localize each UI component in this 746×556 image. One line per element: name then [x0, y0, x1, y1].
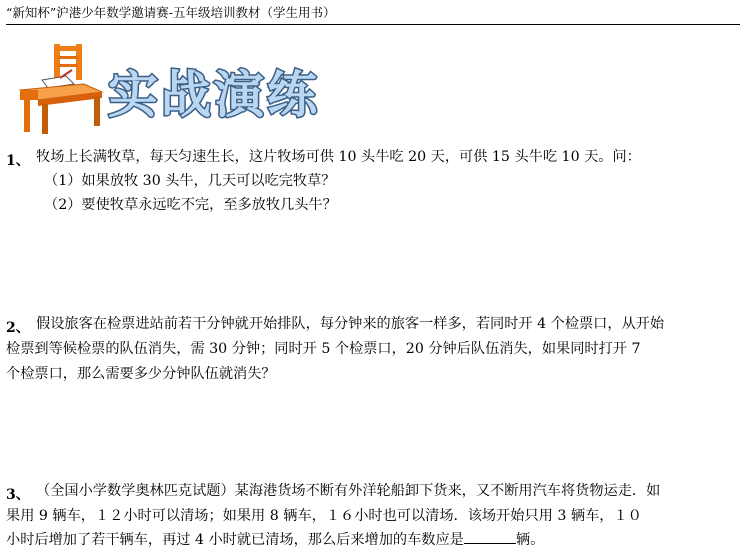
- desk-chair-icon: [14, 40, 114, 134]
- banner-title: 实战演练: [108, 66, 320, 124]
- problem-3-line-3-end: 辆。: [515, 532, 545, 548]
- page-header: [6, 4, 740, 25]
- problem-3-number: 3、: [6, 487, 30, 503]
- problem-1-number: 1、: [6, 153, 30, 169]
- problem-3-line-3-text: 小时后增加了若干辆车，再过 4 小时就已清场，那么后来增加的车数应是: [6, 532, 464, 548]
- practice-banner: [14, 40, 344, 134]
- problem-3-line-2: 果用 9 辆车，１２小时可以清场；如果用 8 辆车，１６小时也可以清场．该场开始只用 3 辆车，１０: [6, 508, 642, 524]
- problem-1-line-3: （2）要使牧草永远吃不完，至多放牧几头牛？: [44, 197, 337, 213]
- problem-3-line-1: （全国小学数学奥林匹克试题）某海港货场不断有外洋轮船卸下货来，又不断用汽车将货物运走．如: [36, 483, 661, 499]
- problem-2-line-3: 个检票口，那么需要多少分钟队伍就消失？: [6, 366, 276, 382]
- problem-1-line-2: （1）如果放牧 30 头牛，几天可以吃完牧草？: [44, 173, 336, 189]
- problem-3-line-3: [6, 527, 544, 554]
- answer-blank: [464, 529, 516, 544]
- banner-title-graphic: [106, 40, 346, 134]
- problem-1-line-1: 牧场上长满牧草，每天匀速生长，这片牧场可供 10 头牛吃 20 天，可供 15 头牛吃 10 天。问：: [36, 149, 641, 165]
- problem-2-number: 2、: [6, 320, 30, 336]
- problem-2-line-2: 检票到等候检票的队伍消失，需 30 分钟；同时开 5 个检票口，20 分钟后队伍消失，如果同时打开 7: [6, 341, 641, 357]
- problem-2-line-1: 假设旅客在检票进站前若干分钟就开始排队，每分钟来的旅客一样多，若同时开 4 个检票口，从开始: [36, 316, 665, 332]
- header-title: “新知杯”沪港少年数学邀请赛-五年级培训教材（学生用书）: [6, 5, 336, 20]
